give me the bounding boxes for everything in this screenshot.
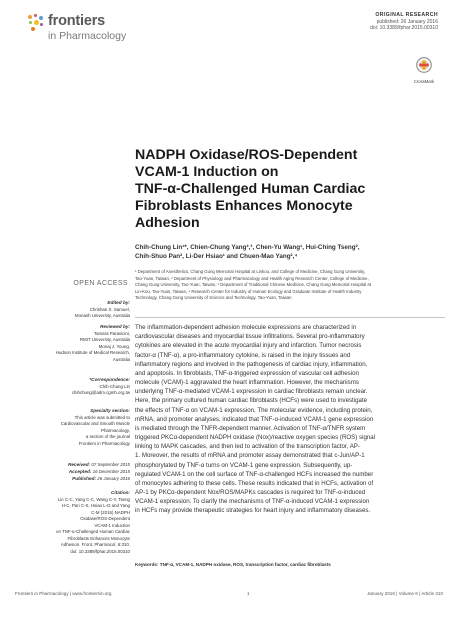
published-date: published: 26 January 2016 [376, 18, 438, 25]
article-title [135, 147, 445, 232]
abstract-line: mRNA, and promoter analyses, indicated that TNF-α-induced VCAM-1 gene expression [135, 415, 374, 423]
abstract [135, 323, 452, 516]
reviewer-line: Australia [112, 356, 130, 362]
section-divider [135, 317, 445, 318]
article-type-badge: ORIGINAL RESEARCH [375, 12, 438, 18]
citation-line: Adhesion. Front. Pharmacol. 6:310. [60, 542, 130, 548]
keywords [135, 562, 452, 567]
editor-line: Chrishan S. Samuel, [89, 306, 130, 312]
affiliation-line: Chang Gung University, Tao-Yuan, Taiwan, ³ Department of Traditional Chinese Medicine, Chang Gung Memorial Hospital at [135, 282, 371, 288]
abstract-line: molecule (VCAM)-1 aggravated the heart inflammation. However, the mechanisms [135, 379, 359, 387]
footer-issue-info: January 2016 | Volume 6 | Article 310 [367, 591, 443, 596]
citation-line: H-C, Pan C-S, Hsiao L-D and Yang [61, 503, 130, 509]
abstract-line: 1. Moreover, the results of mRNA and promoter assay demonstrated that c-Jun/AP-1 [135, 452, 365, 460]
abstract-line: VCAM-1 expression. To clarify the mechanisms of TNF-α-induced VCAM-1 expression [135, 498, 370, 506]
author-list [135, 243, 445, 262]
journal-logo [27, 14, 126, 44]
correspondence-email[interactable]: chihchung@adm.cgmh.org.tw [71, 390, 130, 396]
title-line: Adhesion [135, 215, 200, 232]
dates-block [50, 462, 130, 483]
authors-line: Chih-Shuo Pan², Li-Der Hsiao¹ and Chuen-Mao Yang²,⁴ [135, 253, 298, 261]
citation-line: VCAM-1 Induction [94, 522, 130, 528]
page-number: 1 [247, 591, 250, 596]
page-footer [15, 591, 459, 601]
brand-name: frontiers [48, 13, 106, 29]
abstract-line: of monocytes adhering to these cells. These results indicated that in HCFs, activation of [135, 479, 374, 487]
affiliation-line: ¹ Department of Anesthetics, Chang Gung Memorial Hospital at Linkou, and College of Medicine, Chang Gung University, [135, 269, 366, 274]
footer-journal-link[interactable]: Frontiers in Pharmacology | www.frontiersin.org [15, 591, 112, 596]
citation-line: C-M (2016) NADPH [91, 509, 130, 515]
crossmark-icon [416, 57, 432, 73]
abstract-line: cytokines are elevated in the acute myocardial injury and infarction. Tumor necrosis [135, 342, 362, 350]
specialty-line: This article was submitted to [74, 414, 130, 420]
abstract-line: phosphorylated by TNF-α turns on VCAM-1 gene expression. Subsequently, up- [135, 461, 353, 469]
specialty-line: a section of the journal [85, 434, 130, 440]
abstract-line: inflammatory regions and involved in the pathogenesis of cardiac injury, inflammation, [135, 360, 368, 368]
abstract-line: Here, the primary cultured human cardiac fibroblasts (HCFs) were used to investigate [135, 397, 368, 405]
correspondence-block [50, 377, 130, 397]
edited-by-block [50, 300, 130, 320]
accepted-date: Accepted: 16 December 2015 [68, 468, 130, 474]
reviewer-line: Monaj J. Young, [98, 343, 130, 349]
correspondence-heading: *Correspondence: [89, 377, 130, 382]
abstract-line: linking to MAPK cascades, and then led to activation of the transcription factor, AP- [135, 443, 360, 451]
specialty-line: Pharmacology, [101, 427, 130, 433]
article-meta [370, 12, 438, 31]
journal-name: in Pharmacology [48, 29, 127, 42]
citation-line: Lin C-C, Yang C-C, Wang C-Y, Tseng [57, 496, 130, 502]
affiliation-line: Technology, Chang Gung University of Science and Technology, Tao-Yuan, Taiwan [135, 295, 292, 301]
citation-line: Oxidase/ROS-Dependent [80, 516, 130, 522]
citation-heading: Citation: [110, 490, 130, 495]
specialty-line: Cardiovascular and Smooth Muscle [60, 421, 130, 427]
citation-line: on TNF-α-Challenged Human Cardiac [56, 529, 130, 535]
abstract-line: is mediated through the TNFR-dependent manner. Activation of TNF-α/TNFR system [135, 424, 366, 432]
keywords-label: Keywords: [135, 562, 159, 567]
affiliation-line: Tao-Yuan, Taiwan, ² Department of Physiology and Pharmacology and Health Aging Research Center, College of Medicine, [135, 275, 369, 281]
abstract-line: underlying TNF-α-mediated VCAM-1 expression in cardiac fibroblasts remain unclear. [135, 388, 368, 396]
crossmark-badge[interactable] [412, 57, 436, 84]
abstract-line: The inflammation-dependent adhesion molecule expressions are characterized in [135, 324, 357, 331]
title-line: NADPH Oxidase/ROS-Dependent [135, 147, 358, 163]
doi-link[interactable]: doi: 10.3389/fphar.2015.00310 [370, 24, 438, 31]
correspondence-name: Chih-Chung Lin [99, 383, 130, 389]
abstract-line: regulated VCAM-1 on the cell surface of TNF-α-challenged HCFs increased the number [135, 470, 374, 478]
reviewed-by-block [50, 324, 130, 363]
edited-by-heading: Edited by: [107, 300, 130, 305]
abstract-line: triggered PKCα-dependent NADPH oxidase (Nox)/reactive oxygen species (ROS) signal [135, 434, 376, 442]
abstract-line: in HCFs may provide therapeutic strategies for heart injury and inflammatory diseases. [135, 507, 371, 515]
crossmark-label: CrossMark [413, 79, 435, 84]
abstract-line: and apoptosis. In fibroblasts, TNF-α-triggered expression of vascular cell adhesion [135, 369, 359, 377]
published-date-side: Published: 26 January 2016 [72, 475, 130, 481]
keywords-text: TNF-α, VCAM-1, NADPH oxidase, ROS, transcription factor, cardiac fibroblasts [159, 562, 331, 567]
title-line: VCAM-1 Induction on [135, 164, 279, 181]
abstract-line: factor-α (TNF-α), a pro-inflammatory cytokine, is raised in the injury tissues and [135, 351, 351, 359]
open-access-label: OPEN ACCESS [73, 280, 128, 287]
reviewer-line: Hudson Institute of Medical Research, [55, 350, 130, 356]
authors-line: Chih-Chung Lin¹*, Chien-Chung Yang²,³, Chen-Yu Wang¹, Hui-Ching Tseng², [135, 244, 360, 251]
citation-block [50, 490, 130, 555]
abstract-line: cardiovascular diseases and myocardial tissue infiltrations. Several pro-inflammatory [135, 333, 365, 341]
title-line: Fibroblasts Enhances Monocyte [135, 198, 353, 215]
citation-line: Fibroblasts Enhances Monocyte [67, 535, 130, 541]
specialty-line: Frontiers in Pharmacology [78, 440, 130, 446]
reviewed-by-heading: Reviewed by: [100, 324, 130, 329]
reviewer-line: RMIT University, Australia [79, 337, 130, 343]
citation-line[interactable]: doi: 10.3389/fphar.2015.00310 [70, 548, 130, 554]
specialty-heading: Specialty section: [90, 408, 130, 413]
reviewer-line: Tamara Paravicini, [93, 330, 130, 336]
affiliation-line: Lin-Kou, Tao-Yuan, Taiwan, ⁴ Research Center for Industry of Human Ecology and Graduate Institute of Health Industry [135, 288, 362, 294]
frontiers-logo-icon [27, 14, 45, 44]
title-line: TNF-α-Challenged Human Cardiac [135, 181, 366, 198]
editor-line: Monash University, Australia [74, 313, 130, 319]
abstract-line: the effects of TNF-α on VCAM-1 expression. The molecular evidence, including protein, [135, 406, 373, 414]
specialty-section-block [50, 408, 130, 447]
abstract-line: AP-1 by PKCα-dependent Nox/ROS/MAPKs cascades is required for TNF-α-induced [135, 489, 366, 497]
sidebar [60, 280, 130, 287]
affiliations [135, 269, 451, 302]
received-date: Received: 07 September 2015 [68, 462, 130, 467]
